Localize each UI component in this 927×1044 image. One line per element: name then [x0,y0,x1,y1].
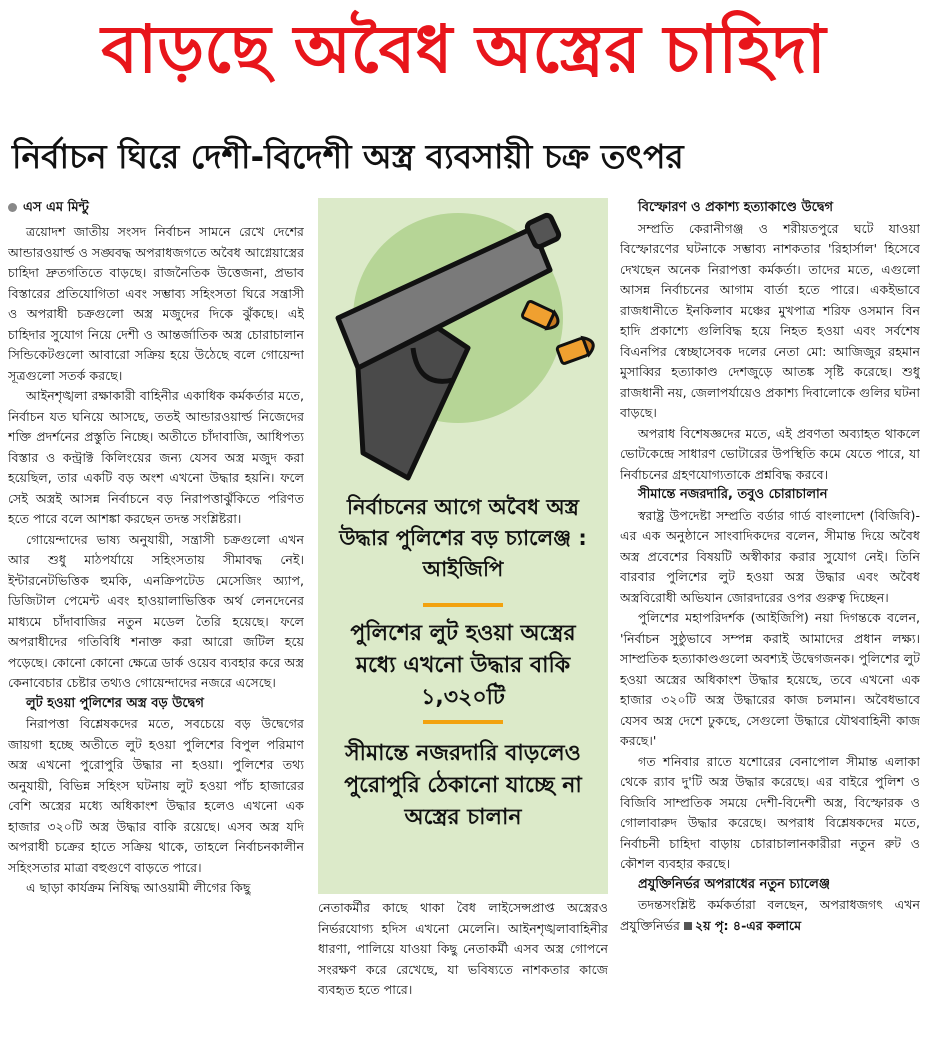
subheadline: নির্বাচন ঘিরে দেশী-বিদেশী অস্ত্র ব্যবসায়ী চক্র তৎপর [12,137,684,176]
paragraph: ত্রয়োদশ জাতীয় সংসদ নির্বাচন সামনে রেখে দেশের আন্ডারওয়ার্ল্ড ও সঙ্ঘবদ্ধ অপরাধজগতে অবৈধ আগ্নেয়াস্ত্রের চাহিদা দ্রুতগতিতে বাড়ছে। রাজনৈতিক উত্তেজনা, প্রভাব বিস্তারের প্রতিযোগিতা এবং সম্ভাব্য সহিংসতা ঘিরে সন্ত্রাসী ও অপরাধী চক্রগুলো অস্ত্র মজুদের দিকে ঝুঁকছে। এই চাহিদার সুযোগ নিয়ে দেশী ও আন্তর্জাতিক অস্ত্র চোরাচালান সিন্ডিকেটগুলো আবারো সক্রিয় হয়ে উঠেছে বলে গোয়েন্দা সূত্রগুলো সতর্ক করছে। [8,224,304,383]
paragraph: এ ছাড়া কার্যক্রম নিষিদ্ধ আওয়ামী লীগের কিছু [26,880,251,895]
byline [8,198,304,218]
article-column-1 [8,198,304,1038]
paragraph: স্বরাষ্ট্র উপদেষ্টা সম্প্রতি বর্ডার গার্ড বাংলাদেশ (বিজিবি)-এর এক অনুষ্ঠানে সাংবাদিকদের বলেন, সীমান্ত দিয়ে অবৈধ অস্ত্র প্রবেশের বিষয়টি অস্বীকার করার সুযোগ নেই। তিনি বারবার পুলিশের লুট হওয়া অস্ত্র উদ্ধার এবং অবৈধ অস্ত্রবিরোধী অভিযান জোরদারের ওপর গুরুত্ব দিচ্ছেন। [620,507,920,605]
section-heading: সীমান্তে নজরদারি, তবুও চোরাচালান [638,487,828,502]
article-column-3 [620,198,920,1038]
square-bullet-icon [684,922,692,930]
quote-divider [423,720,503,724]
article-column-2 [318,898,608,1038]
section-heading: বিস্ফোরণ ও প্রকাশ্য হত্যাকাণ্ডে উদ্বেগ [638,200,834,215]
section-heading: প্রযুক্তিনির্ভর অপরাধের নতুন চ্যালেঞ্জ [638,876,830,892]
paragraph: গত শনিবার রাতে যশোরের বেনাপোল সীমান্ত এলাকা থেকে র‍্যাব দু'টি অস্ত্র উদ্ধার করেছে। এর বাইরে পুলিশ ও বিজিবি সাম্প্রতিক সময়ে দেশী-বিদেশী অস্ত্র, বিস্ফোরক ও গোলাবারুদ উদ্ধার করেছে। অপরাধ বিশ্লেষকদের মতে, নির্বাচনী চাহিদা বাড়ায় চোরাচালানকারীরা নতুন রুট ও কৌশল ব্যবহার করছে। [620,753,920,871]
section-heading: লুট হওয়া পুলিশের অস্ত্র বড় উদ্বেগ [26,695,204,711]
paragraph: নিরাপত্তা বিশ্লেষকদের মতে, সবচেয়ে বড় উদ্বেগের জায়গা হচ্ছে অতীতে লুট হওয়া পুলিশের বিপুল পরিমাণ অস্ত্র এখনো পুরোপুরি উদ্ধার না হওয়া। পুলিশের তথ্য অনুযায়ী, বিভিন্ন সহিংস ঘটনায় লুট হওয়া পাঁচ হাজারের বেশি অস্ত্রের মধ্যে অধিকাংশ উদ্ধার হলেও এখনো এক হাজার ৩২০টি অস্ত্র উদ্ধার বাকি রয়েছে। এসব অস্ত্র যদি অপরাধী চক্রের হাতে সক্রিয় থাকে, তাহলে নির্বাচনকালীন সহিংসতার মাত্রা বহুগুণে বাড়তে পারে। [8,716,304,875]
feature-box [318,198,608,894]
paragraph: আইনশৃঙ্খলা রক্ষাকারী বাহিনীর একাধিক কর্মকর্তার মতে, নির্বাচন যত ঘনিয়ে আসছে, ততই আন্ডারওয়ার্ল্ড নিজেদের শক্তি প্রদর্শনের প্রস্তুতি নিচ্ছে। অতীতে চাঁদাবাজি, আধিপত্য বিস্তার ও কন্ট্রাক্ট কিলিংয়ের জন্য যেসব অস্ত্র মজুদ করা হয়েছিল, তার একটি বড় অংশ এখনো উদ্ধার হয়নি। ফলে সেই অস্ত্রই আসন্ন নির্বাচনে বড় নিরাপত্তাঝুঁকিতে পরিণত হতে পারে বলে আশঙ্কা করছেন তদন্ত সংশ্লিষ্টরা। [8,388,304,526]
paragraph: অপরাধ বিশেষজ্ঞদের মতে, এই প্রবণতা অব্যাহত থাকলে ভোটকেন্দ্রে সাধারণ ভোটারের উপস্থিতি কমে যেতে পারে, যা নির্বাচনের গ্রহণযোগ্যতাকে প্রশ্নবিদ্ধ করবে। [620,425,920,482]
pull-quote-1: নির্বাচনের আগে অবৈধ অস্ত্র উদ্ধার পুলিশের বড় চ্যালেঞ্জ : আইজিপি [339,495,587,581]
headline: বাড়ছে অবৈধ অস্ত্রের চাহিদা [101,11,826,88]
continuation-jump[interactable] [680,918,801,933]
pull-quote-3: সীমান্তে নজরদারি বাড়লেও পুরোপুরি ঠেকানো যাচ্ছে না অস্ত্রের চালান [344,741,582,830]
paragraph: সম্প্রতি কেরানীগঞ্জ ও শরীয়তপুরে ঘটে যাওয়া বিস্ফোরণের ঘটনাকে সম্ভাব্য নাশকতার 'রিহার্সাল' হিসেবে দেখছেন অনেক নিরাপত্তা কর্মকর্তা। তাদের মতে, এগুলো আসন্ন নির্বাচনের আগাম বার্তা হতে পারে। একইভাবে রাজধানীতে ইনকিলাব মঞ্চের মুখপাত্র শরিফ ওসমান বিন হাদি প্রকাশ্যে গুলিবিদ্ধ হয়ে নিহত হওয়া এবং সর্বশেষ বিএনপির স্বেচ্ছাসেবক দলের নেতা মো: আজিজুর রহমান মুসাব্বির হত্যাকাণ্ড দেশজুড়ে আতঙ্ক সৃষ্টি করেছে। শুধু রাজধানী নয়, জেলাপর্যায়েও প্রকাশ্য দিবালোকে গুলির ঘটনা বাড়ছে। [620,220,920,420]
pistol-illustration [318,198,608,498]
paragraph [620,895,920,936]
byline-dot-icon [8,203,17,212]
bullet-icon [556,335,596,364]
byline-author: এস এম মিন্টু [23,200,89,215]
continuation-label: ২য় পৃ: ৪-এর কলামে [694,917,802,933]
paragraph: পুলিশের মহাপরিদর্শক (আইজিপি) নয়া দিগন্তকে বলেন, 'নির্বাচন সুষ্ঠুভাবে সম্পন্ন করাই আমাদের প্রধান লক্ষ্য। সাম্প্রতিক হত্যাকাণ্ডগুলো অবশ্যই উদ্বেগজনক। পুলিশের লুট হওয়া অস্ত্রের অধিকাংশ উদ্ধার হয়েছে, তবে এখনো এক হাজার ৩২০টি অস্ত্র উদ্ধারের কাজ চলমান। অবৈধভাবে যেসব অস্ত্র দেশে ঢুকছে, সেগুলো উদ্ধারে যৌথবাহিনী কাজ করছে।' [620,610,920,748]
quote-divider [423,603,503,607]
pull-quote-2: পুলিশের লুট হওয়া অস্ত্রের মধ্যে এখনো উদ্ধার বাকি ১,৩২০টি [350,621,576,710]
paragraph-text: তদন্তসংশ্লিষ্ট কর্মকর্তারা বলছেন, অপরাধজগৎ এখন প্রযুক্তিনির্ভর [620,897,920,933]
paragraph: নেতাকর্মীর কাছে থাকা বৈধ লাইসেন্সপ্রাপ্ত অস্ত্রেরও নির্ভরযোগ্য হদিস এখনো মেলেনি। আইনশৃঙ্খলাবাহিনীর ধারণা, পালিয়ে যাওয়া কিছু নেতাকর্মী এসব অস্ত্র গোপনে সংরক্ষণ করে রেখেছে, যা ভবিষ্যতে নাশকতার কাজে ব্যবহৃত হতে পারে। [318,900,608,997]
paragraph: গোয়েন্দাদের ভাষ্য অনুযায়ী, সন্ত্রাসী চক্রগুলো এখন আর শুধু মাঠপর্যায়ে সহিংসতায় সীমাবদ্ধ নেই। ইন্টারনেটভিত্তিক হুমকি, এনক্রিপটেড মেসেজিং অ্যাপ, ডিজিটাল পেমেন্ট এবং হাওয়ালাভিত্তিক অর্থ লেনদেনের মাধ্যমে চাঁদাবাজির নতুন মডেল তৈরি হয়েছে। ফলে অপরাধীদের গতিবিধি শনাক্ত করা আরো জটিল হয়ে পড়েছে। কোনো কোনো ক্ষেত্রে ডার্ক ওয়েব ব্যবহার করে অস্ত্র কেনাবেচার চেষ্টার তথ্যও গোয়েন্দাদের নজরে এসেছে। [8,531,304,690]
